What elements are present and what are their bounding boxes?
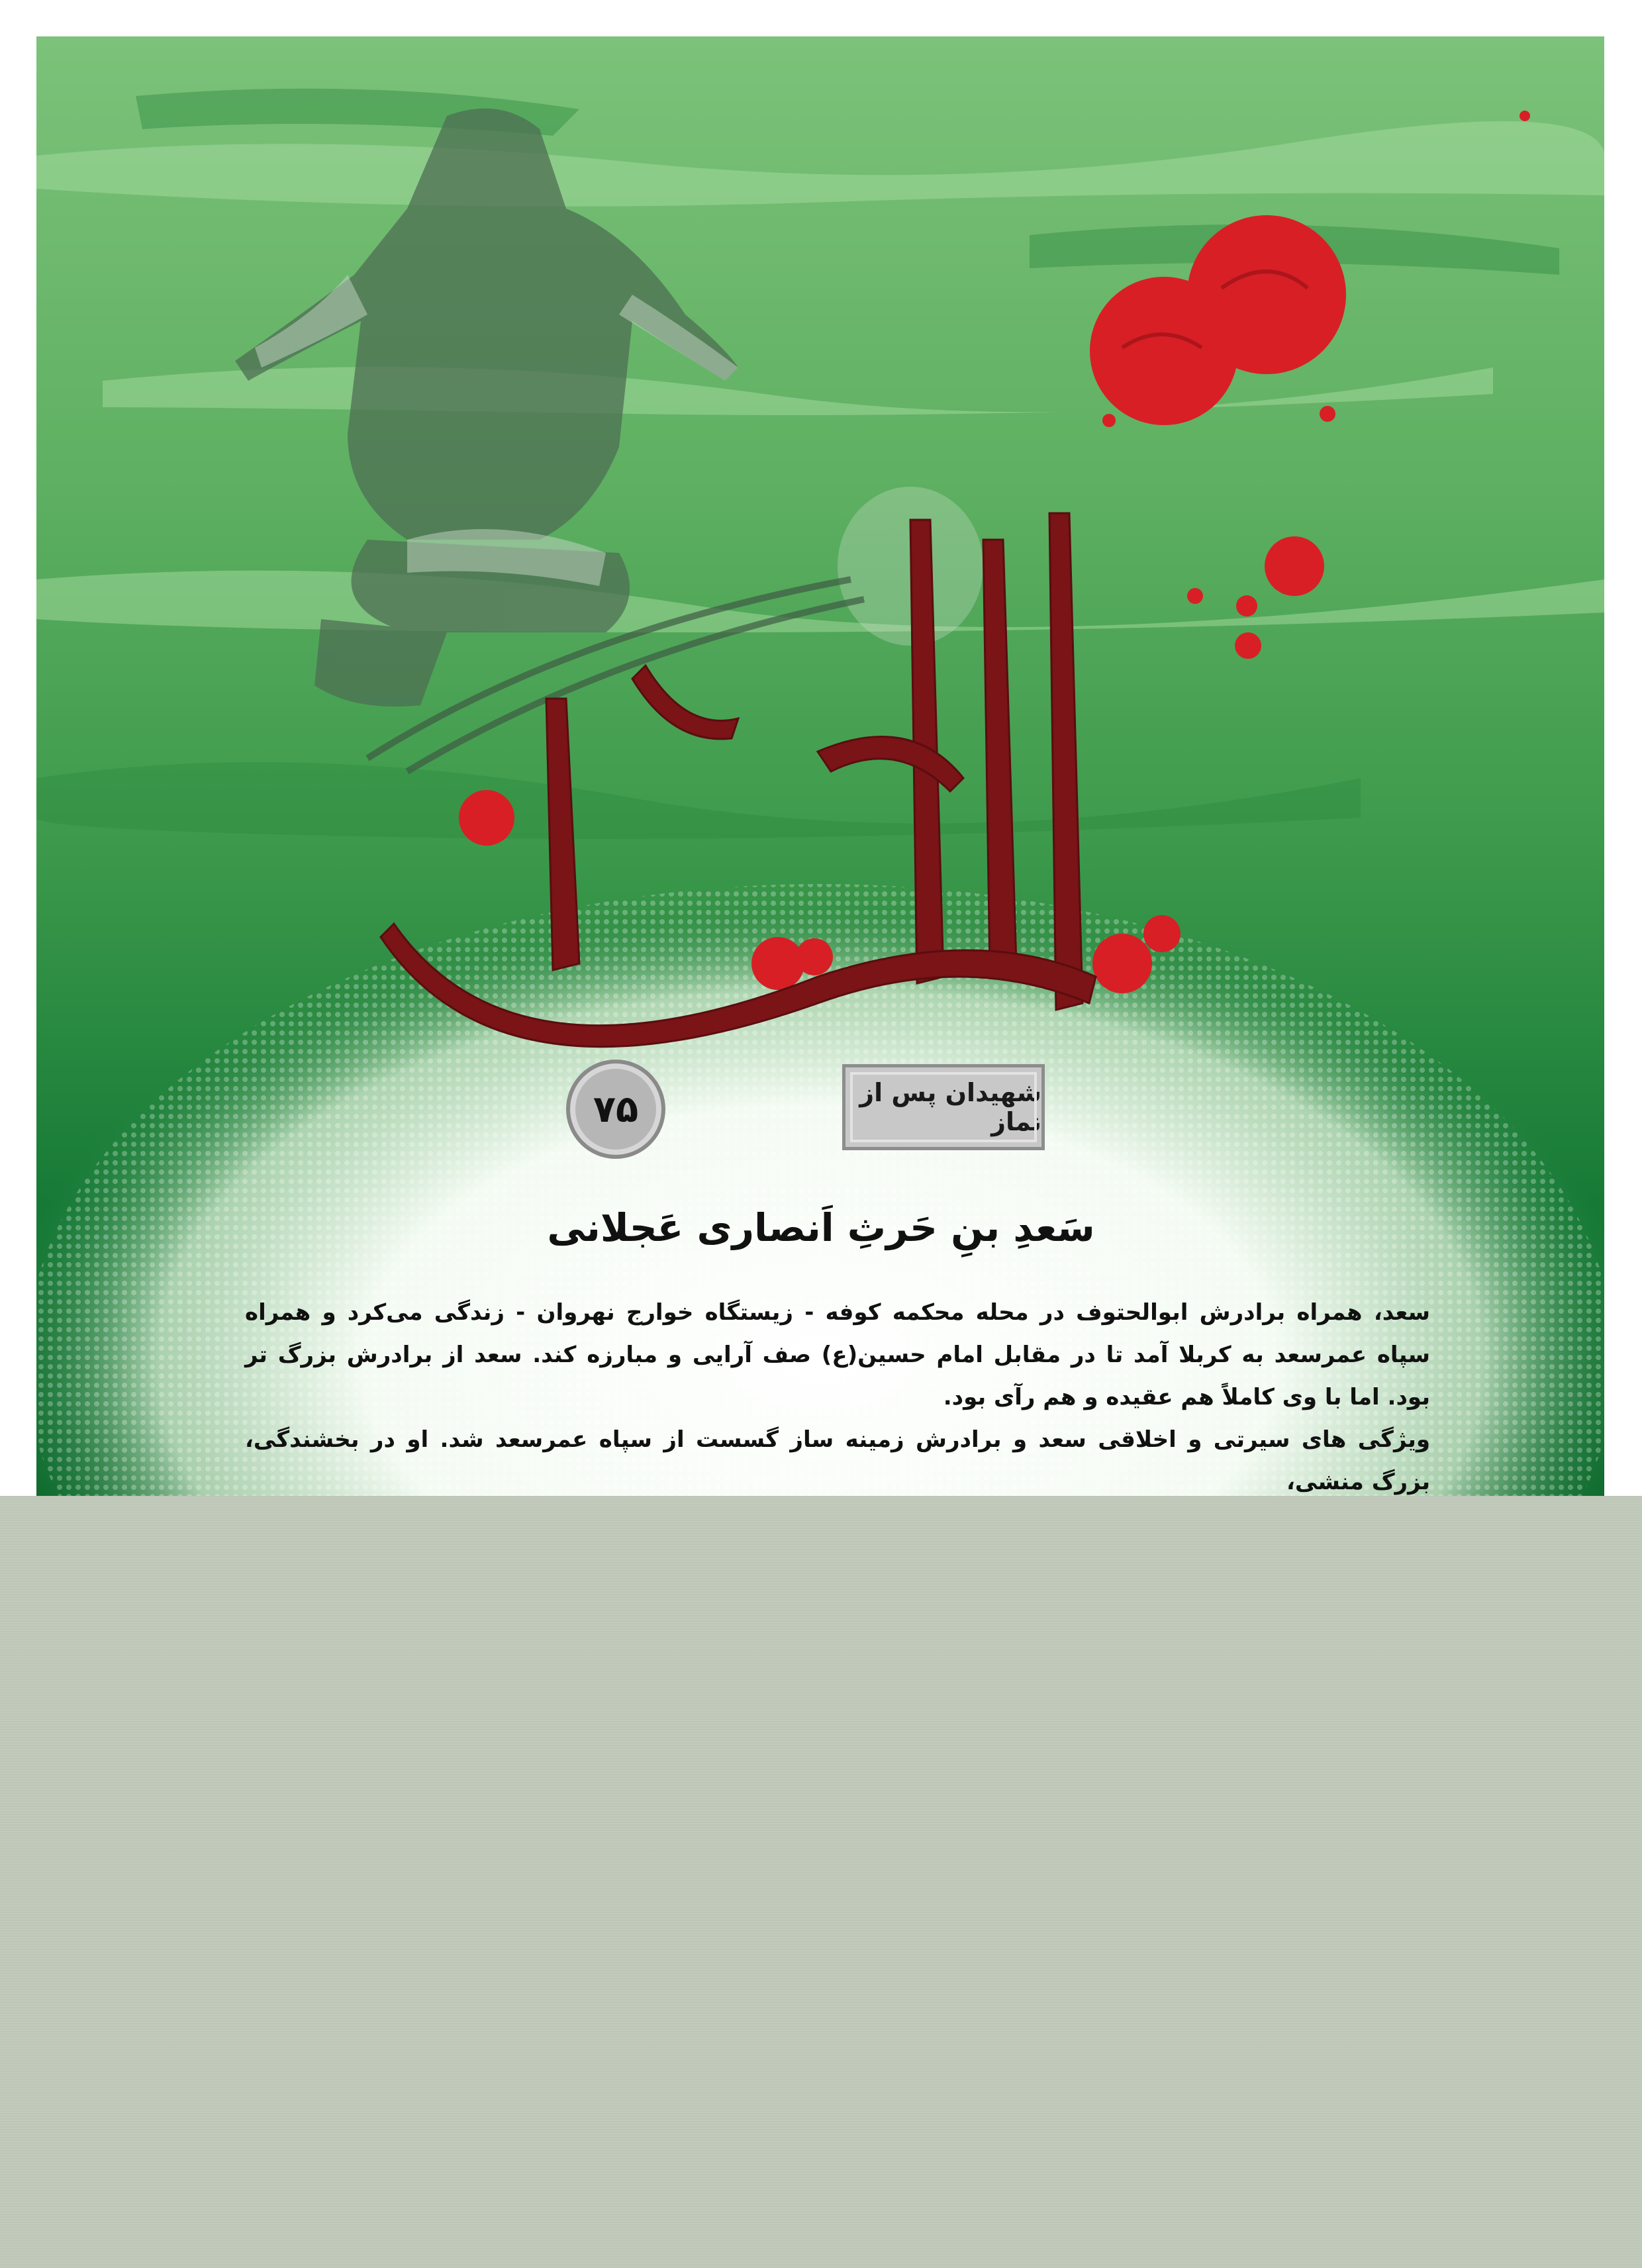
- poster-artwork: [36, 36, 1604, 1496]
- issue-number-badge: [566, 1060, 665, 1159]
- category-badge: [842, 1064, 1045, 1150]
- martyr-name: سَعدِ بنِ حَرثِ اَنصاری عَجلانی: [547, 1205, 1095, 1250]
- bio-paragraph: ویژگی های سیرتی و اخلاقی سعد و برادرش زمینه ساز گسست از سپاه عمرسعد شد. او در بخشندگی، بزرگ منشی،: [245, 1426, 1430, 1495]
- issue-number: ۷۵: [593, 1087, 639, 1131]
- biography-text: [245, 1291, 1430, 1496]
- category-label: شهیدان پس از نماز: [859, 1078, 1041, 1136]
- calligraphy-title: [314, 500, 1241, 1096]
- blank-panel: [0, 1496, 1642, 2268]
- bio-paragraph: سعد، همراه برادرش ابوالحتوف در محله محکمه کوفه - زیستگاه خوارج نهروان - زندگی می‌کرد و همراه سپاه عمرسعد به کربلا آمد تا در مقابل امام حسین(ع) صف آرایی و مبارزه کند. سعد از برادرش بزرگ تر بود. اما با وی کاملاً هم عقیده و هم رآی بود.: [245, 1299, 1430, 1410]
